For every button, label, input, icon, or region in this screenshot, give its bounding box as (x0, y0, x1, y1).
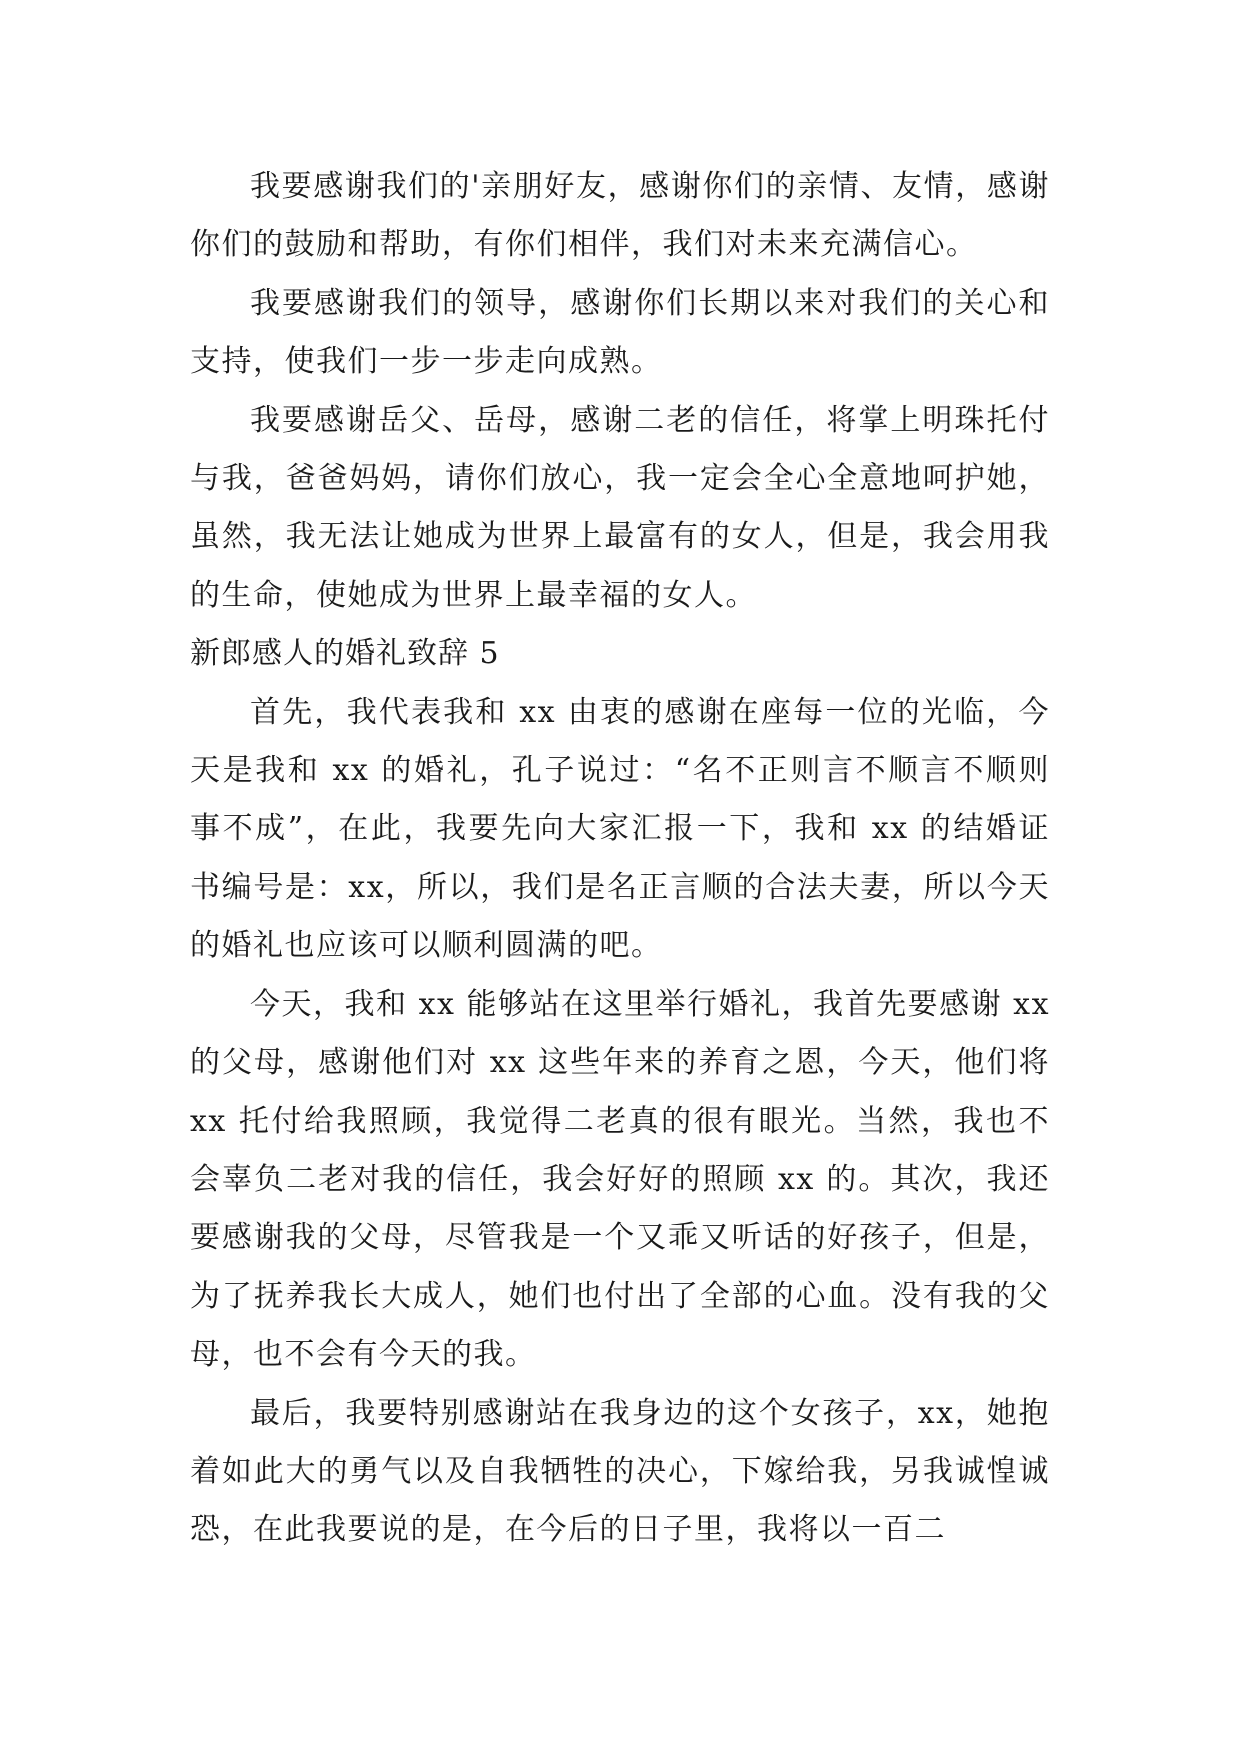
paragraph-thanks-parents: 今天，我和 xx 能够站在这里举行婚礼，我首先要感谢 xx 的父母，感谢他们对 xx 这些年来的养育之恩，今天，他们将 xx 托付给我照顾，我觉得二老真的很有眼光。当然，我也不会辜负二老对我的信任，我会好好的照顾 xx 的。其次，我还要感谢我的父母，尽管我是一个又乖又听话的好孩子，但是，为了抚养我长大成人，她们也付出了全部的心血。没有我的父母，也不会有今天的我。 (190, 986, 1050, 1373)
paragraph-thanks-bride: 最后，我要特别感谢站在我身边的这个女孩子，xx，她抱着如此大的勇气以及自我牺牲的决心，下嫁给我，另我诚惶诚恐，在此我要说的是，在今后的日子里，我将以一百二 (190, 1395, 1050, 1548)
paragraph-thanks-leaders: 我要感谢我们的领导，感谢你们长期以来对我们的关心和支持，使我们一步一步走向成熟。 (190, 285, 1050, 380)
section-heading: 新郎感人的婚礼致辞 5 (190, 636, 500, 672)
paragraph-thanks-in-laws: 我要感谢岳父、岳母，感谢二老的信任，将掌上明珠托付与我，爸爸妈妈，请你们放心，我一定会全心全意地呵护她，虽然，我无法让她成为世界上最富有的女人，但是，我会用我的生命，使她成为世界上最幸福的女人。 (190, 402, 1050, 613)
paragraph-opening: 首先，我代表我和 xx 由衷的感谢在座每一位的光临，今天是我和 xx 的婚礼，孔子说过：“名不正则言不顺言不顺则事不成”，在此，我要先向大家汇报一下，我和 xx 的结婚证书编号是：xx，所以，我们是名正言顺的合法夫妻，所以今天的婚礼也应该可以顺利圆满的吧。 (190, 694, 1050, 964)
paragraph-thanks-friends: 我要感谢我们的'亲朋好友，感谢你们的亲情、友情，感谢你们的鼓励和帮助，有你们相伴，我们对未来充满信心。 (190, 169, 1050, 263)
document-body (190, 158, 1050, 1560)
